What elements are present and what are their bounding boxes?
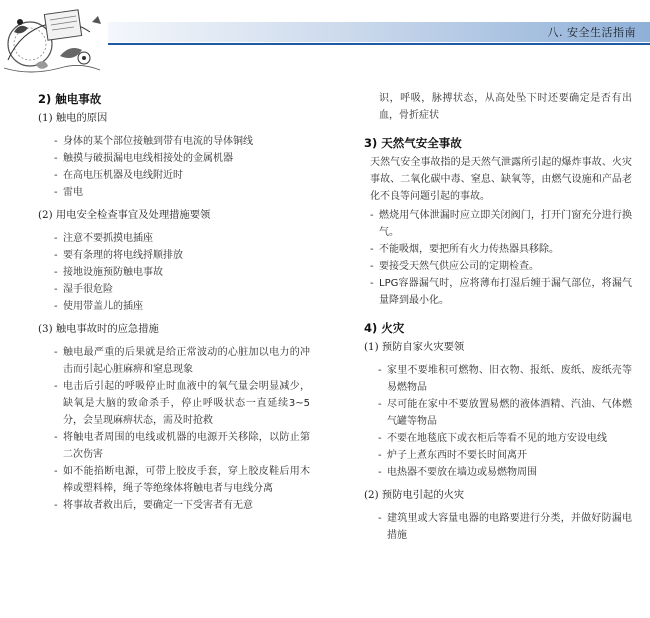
shock-causes-list <box>54 133 310 201</box>
list-item: - 触摸与破损漏电电线相接处的金属机器 <box>54 150 310 167</box>
list-item: - 炉子上煮东西时不要长时间离开 <box>378 447 632 464</box>
gas-accident-list <box>370 207 632 309</box>
list-item: - 湿手很危险 <box>54 281 310 298</box>
list-item: - 要接受天然气供应公司的定期检查。 <box>370 258 632 275</box>
list-item: - 不能吸烟，要把所有火力传热器具移除。 <box>370 241 632 258</box>
left-column <box>38 90 310 514</box>
section-title-gas-accident: 3) 天然气安全事故 <box>364 136 462 150</box>
list-item: - 要有条理的将电线捋顺排放 <box>54 247 310 264</box>
list-item: - 使用带盖儿的插座 <box>54 298 310 315</box>
electrical-safety-list <box>54 230 310 315</box>
list-item: - 电击后引起的呼吸停止时血液中的氧气量会明显减少，缺氧是大脑的致命杀手，停止呼吸状态一直延续3~5分，会呈现麻痹状态，需及时抢救 <box>54 378 310 429</box>
list-item: - 触电最严重的后果就是给正常波动的心脏加以电力的冲击而引起心脏麻痹和窒息现象 <box>54 344 310 378</box>
continued-text: 识，呼吸，脉搏状态，从高处坠下时还要确定是否有出血，骨折症状 <box>379 93 632 121</box>
subsection-title-emergency-measures: (3) 触电事故时的应急措施 <box>38 323 159 335</box>
list-item: - LPG容器漏气时，应将薄布打湿后缠于漏气部位，将漏气量降到最小化。 <box>370 275 632 309</box>
emergency-measures-list <box>54 344 310 514</box>
chapter-title: 八. 安全生活指南 <box>547 26 636 39</box>
list-item: - 身体的某个部位接触到带有电流的导体铜线 <box>54 133 310 150</box>
section-title-electric-shock: 2) 触电事故 <box>38 92 102 106</box>
section-title-fire: 4) 火灾 <box>364 321 405 335</box>
header-rule <box>108 43 650 45</box>
list-item: - 家里不要堆积可燃物、旧衣物、报纸、废纸、废纸壳等易燃物品 <box>378 362 632 396</box>
list-item: - 电热器不要放在墙边或易燃物周围 <box>378 464 632 481</box>
home-fire-prevention-list <box>378 362 632 481</box>
list-item: - 建筑里或大容量电器的电路要进行分类，并做好防漏电措施 <box>378 510 632 544</box>
list-item: - 将事故者救出后，要确定一下受害者有无意 <box>54 497 310 514</box>
list-item: - 燃烧用气体泄漏时应立即关闭阀门，打开门窗充分进行换气。 <box>370 207 632 241</box>
subsection-title-shock-causes: (1) 触电的原因 <box>38 112 108 124</box>
subsection-title-electrical-safety: (2) 用电安全检查事宜及处理措施要领 <box>38 209 211 221</box>
gas-accident-paragraph: 天然气安全事故指的是天然气泄露所引起的爆炸事故、火灾事故、二氧化碳中毒、窒息、缺氧等，由燃气设施和产品老化不良等问题引起的事故。 <box>370 157 632 202</box>
list-item: - 雷电 <box>54 184 310 201</box>
list-item: - 接地设施预防触电事故 <box>54 264 310 281</box>
list-item: - 尽可能在家中不要放置易燃的液体酒精、汽油、气体燃气罐等物品 <box>378 396 632 430</box>
right-column <box>364 90 632 544</box>
list-item: - 不要在地毯底下或衣柜后等看不见的地方安设电线 <box>378 430 632 447</box>
electrical-fire-prevention-list <box>378 510 632 544</box>
subsection-title-electrical-fire-prevention: (2) 预防电引起的火灾 <box>364 489 465 501</box>
page-header <box>0 0 650 80</box>
decorative-ornament-icon <box>0 2 112 80</box>
list-item: - 将触电者周围的电线或机器的电源开关移除，以防止第二次伤害 <box>54 429 310 463</box>
subsection-title-home-fire-prevention: (1) 预防自家火灾要领 <box>364 341 465 353</box>
list-item: - 在高电压机器及电线附近时 <box>54 167 310 184</box>
list-item: - 注意不要抓摸电插座 <box>54 230 310 247</box>
list-item: - 如不能掐断电源，可带上胶皮手套，穿上胶皮鞋后用木棒或塑料棒，绳子等绝缘体将触电者与电线分离 <box>54 463 310 497</box>
